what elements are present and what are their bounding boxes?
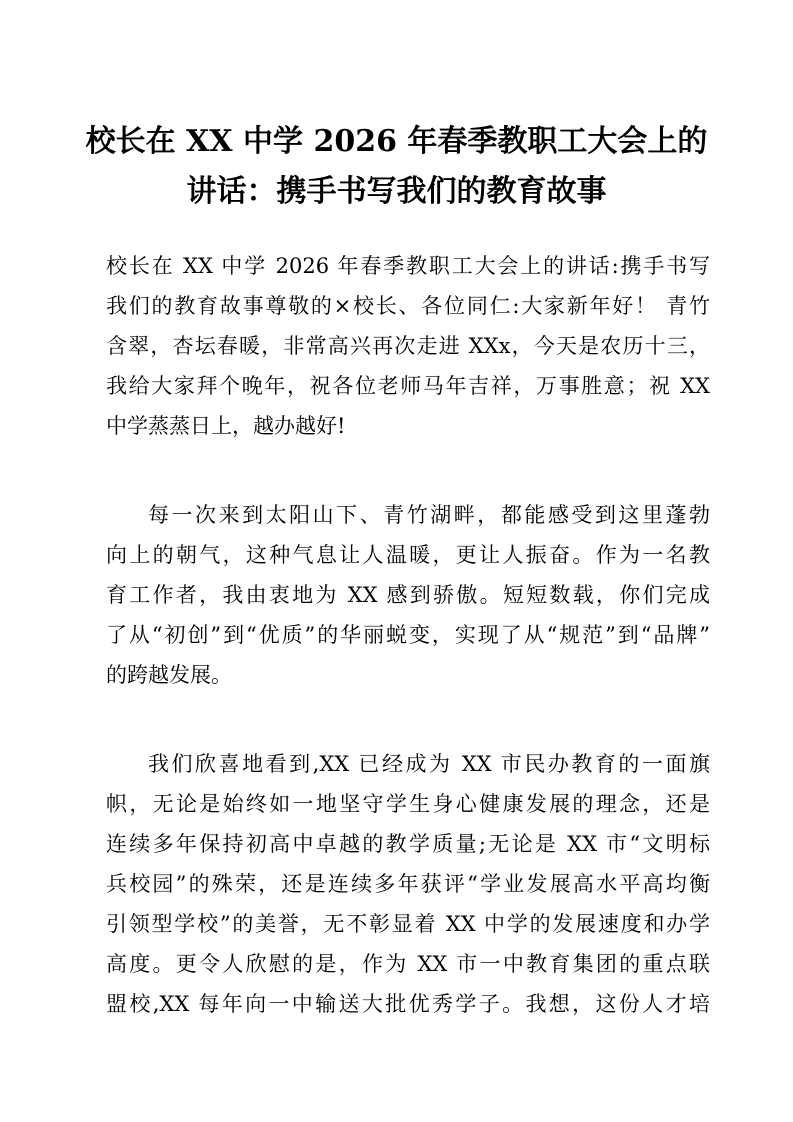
text-line: 含翠，杏坛春暖，非常高兴再次走进 XXx，今天是农历十三， <box>106 334 710 358</box>
text-line: 高度。更令人欣慰的是，作为 XX 市一中教育集团的重点联 <box>106 952 710 976</box>
paragraph <box>106 246 710 446</box>
text-line: 兵校园”的殊荣，还是连续多年获评“学业发展高水平高均衡 <box>106 872 710 896</box>
text-line: 每一次来到太阳山下、青竹湖畔，都能感受到这里蓬勃 <box>148 503 710 527</box>
paragraph <box>106 495 710 695</box>
document-title-line: 讲话：携手书写我们的教育故事 <box>186 174 607 209</box>
text-line: 我给大家拜个晚年，祝各位老师马年吉祥，万事胜意；祝 XX <box>106 374 710 398</box>
text-line: 的跨越发展。 <box>106 663 232 687</box>
text-line: 中学蒸蒸日上，越办越好! <box>106 414 346 438</box>
text-line: 我们欣喜地看到,XX 已经成为 XX 市民办教育的一面旗 <box>148 752 710 776</box>
paragraph <box>106 744 710 1024</box>
text-line: 我们的教育故事尊敬的×校长、各位同仁:大家新年好！ 青竹 <box>106 294 710 318</box>
text-line: 引领型学校”的美誉，无不彰显着 XX 中学的发展速度和办学 <box>106 912 710 936</box>
text-line: 帜，无论是始终如一地坚守学生身心健康发展的理念，还是 <box>106 792 710 816</box>
text-line: 校长在 XX 中学 2026 年春季教职工大会上的讲话:携手书写 <box>106 254 710 278</box>
text-line: 向上的朝气，这种气息让人温暖，更让人振奋。作为一名教 <box>106 543 710 567</box>
document-title-line: 校长在 XX 中学 2026 年春季教职工大会上的 <box>85 124 708 159</box>
text-line: 育工作者，我由衷地为 XX 感到骄傲。短短数载，你们完成 <box>106 583 710 607</box>
document-body <box>106 246 710 1024</box>
document-title <box>60 117 733 217</box>
text-line: 连续多年保持初高中卓越的教学质量;无论是 XX 市“文明标 <box>106 832 710 856</box>
text-line: 了从“初创”到“优质”的华丽蜕变，实现了从“规范”到“品牌” <box>106 623 710 647</box>
text-line: 盟校,XX 每年向一中输送大批优秀学子。我想，这份人才培 <box>106 992 710 1016</box>
